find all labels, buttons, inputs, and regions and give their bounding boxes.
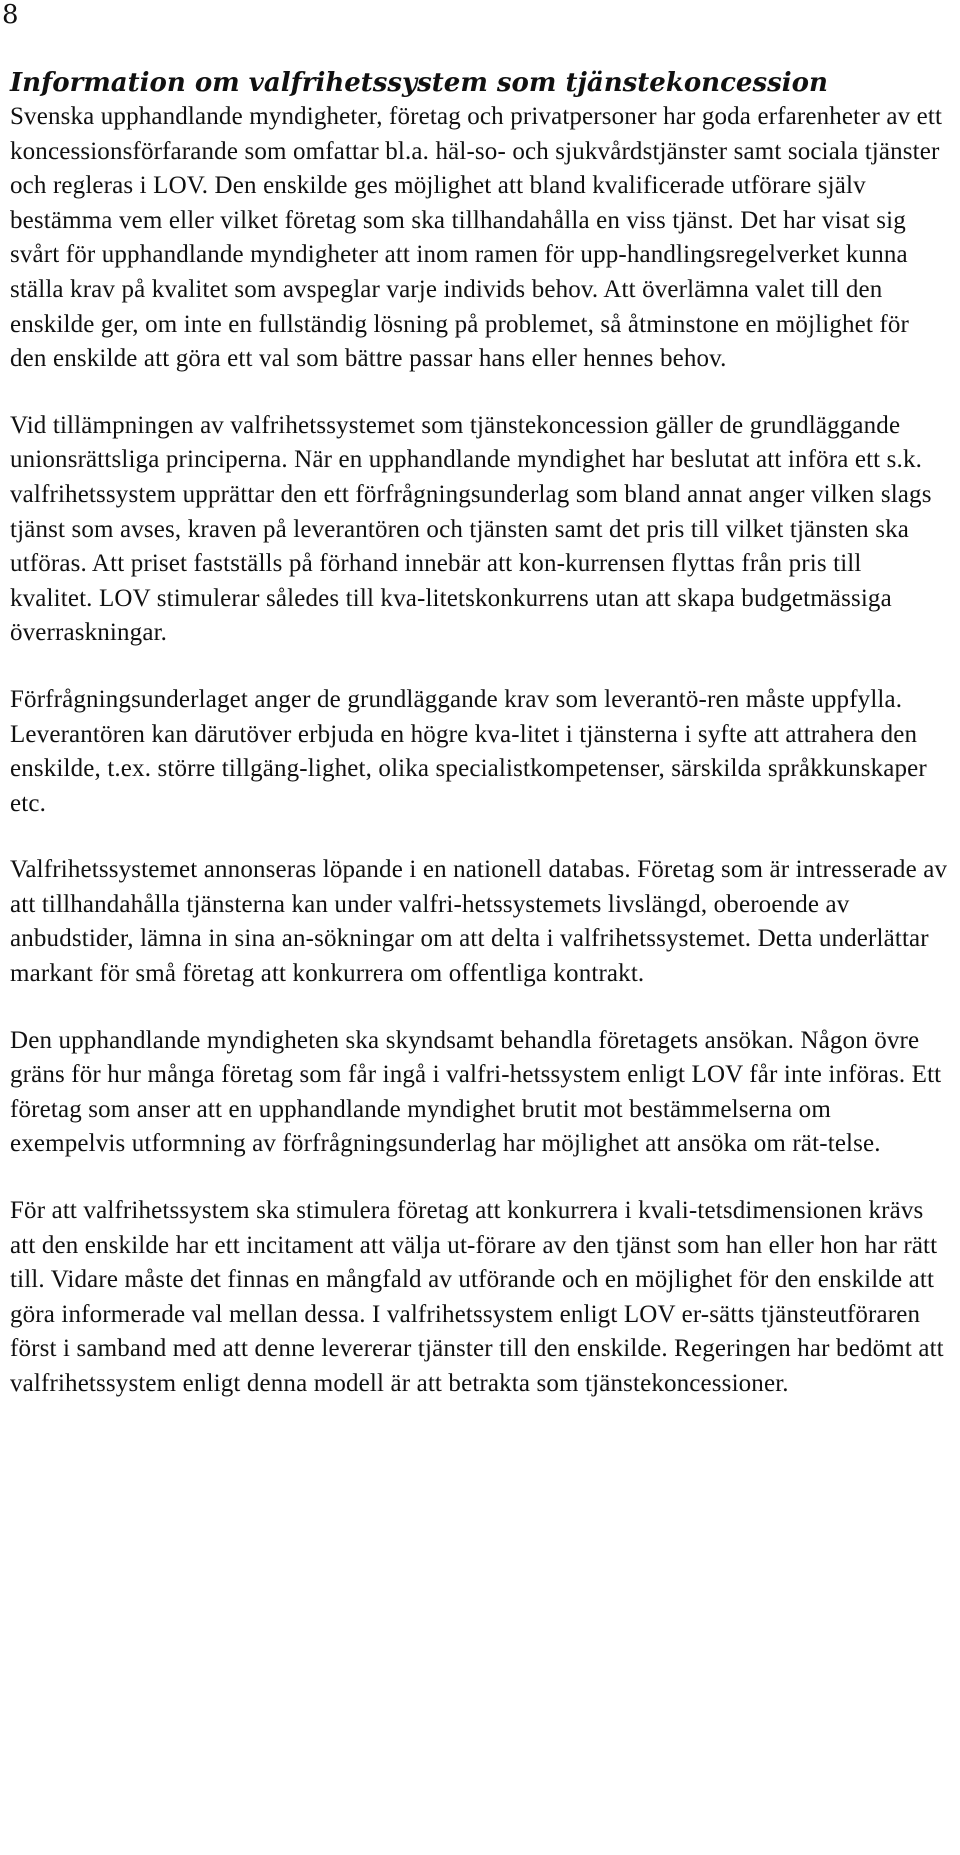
- document-body: [10, 66, 950, 1434]
- section-title: Information om valfrihetssystem som tjänstekoncession: [10, 68, 828, 98]
- paragraph-4: Valfrihetssystemet annonseras löpande i en nationell databas. Företag som är intresserade av att tillhandahålla tjänsterna kan under valfri-hetssystemets livslängd, oberoende av anbudstider, lämna in sina an-sökningar om att delta i valfrihetssystemet. Detta underlättar markant för små företag att konkurrera om offentliga kontrakt.: [10, 856, 948, 988]
- paragraph-3: Förfrågningsunderlaget anger de grundläggande krav som leverantö-ren måste uppfylla. Leverantören kan därutöver erbjuda en högre kva-litet i tjänsterna i syfte att attrahera den enskilde, t.ex. större tillgäng-lighet, olika specialistkompetenser, särskilda språkkunskaper etc.: [10, 685, 927, 817]
- page-number: 8: [2, 0, 19, 30]
- paragraph-1: Svenska upphandlande myndigheter, företag och privatpersoner har goda erfarenheter av ett koncessionsförfarande som omfattar bl.a. häl-so- och sjukvårdstjänster samt sociala tjänster och regleras i LOV. Den enskilde ges möjlighet att bland kvalificerade utförare själv bestämma vem eller vilket företag som ska tillhandahålla en viss tjänst. Det har visat sig svårt för upphandlande myndigheter att inom ramen för upp-handlingsregelverket kunna ställa krav på kvalitet som avspeglar varje individs behov. Att överlämna valet till den enskilde ger, om inte en fullständig lösning på problemet, så åtminstone en möjlighet för den enskilde att göra ett val som bättre passar hans eller hennes behov.: [10, 103, 943, 373]
- paragraph-5: Den upphandlande myndigheten ska skyndsamt behandla företagets ansökan. Någon övre gräns för hur många företag som får ingå i valfri-hetssystem enligt LOV får inte införas. Ett företag som anser att en upphandlande myndighet brutit mot bestämmelserna om exempelvis utformning av förfrågningsunderlag har möjlighet att ansöka om rät-telse.: [10, 1026, 942, 1158]
- paragraph-6: För att valfrihetssystem ska stimulera företag att konkurrera i kvali-tetsdimensionen krävs att den enskilde har ett incitament att välja ut-förare av den tjänst som han eller hon har rätt till. Vidare måste det finnas en mångfald av utförande och en möjlighet för den enskilde att göra informerade val mellan dessa. I valfrihetssystem enligt LOV er-sätts tjänsteutföraren först i samband med att denne levererar tjänster till den enskilde. Regeringen har bedömt att valfrihetssystem enligt denna modell är att betrakta som tjänstekoncessioner.: [10, 1197, 944, 1397]
- paragraph-2: Vid tillämpningen av valfrihetssystemet som tjänstekoncession gäller de grundläggande unionsrättsliga principerna. När en upphandlande myndighet har beslutat att införa ett s.k. valfrihetssystem upprättar den ett förfrågningsunderlag som bland annat anger vilken slags tjänst som avses, kraven på leverantören och tjänsten samt det pris till vilket tjänsten ska utföras. Att priset fastställs på förhand innebär att kon-kurrensen flyttas från pris till kvalitet. LOV stimulerar således till kva-litetskonkurrens utan att skapa budgetmässiga överraskningar.: [10, 411, 932, 647]
